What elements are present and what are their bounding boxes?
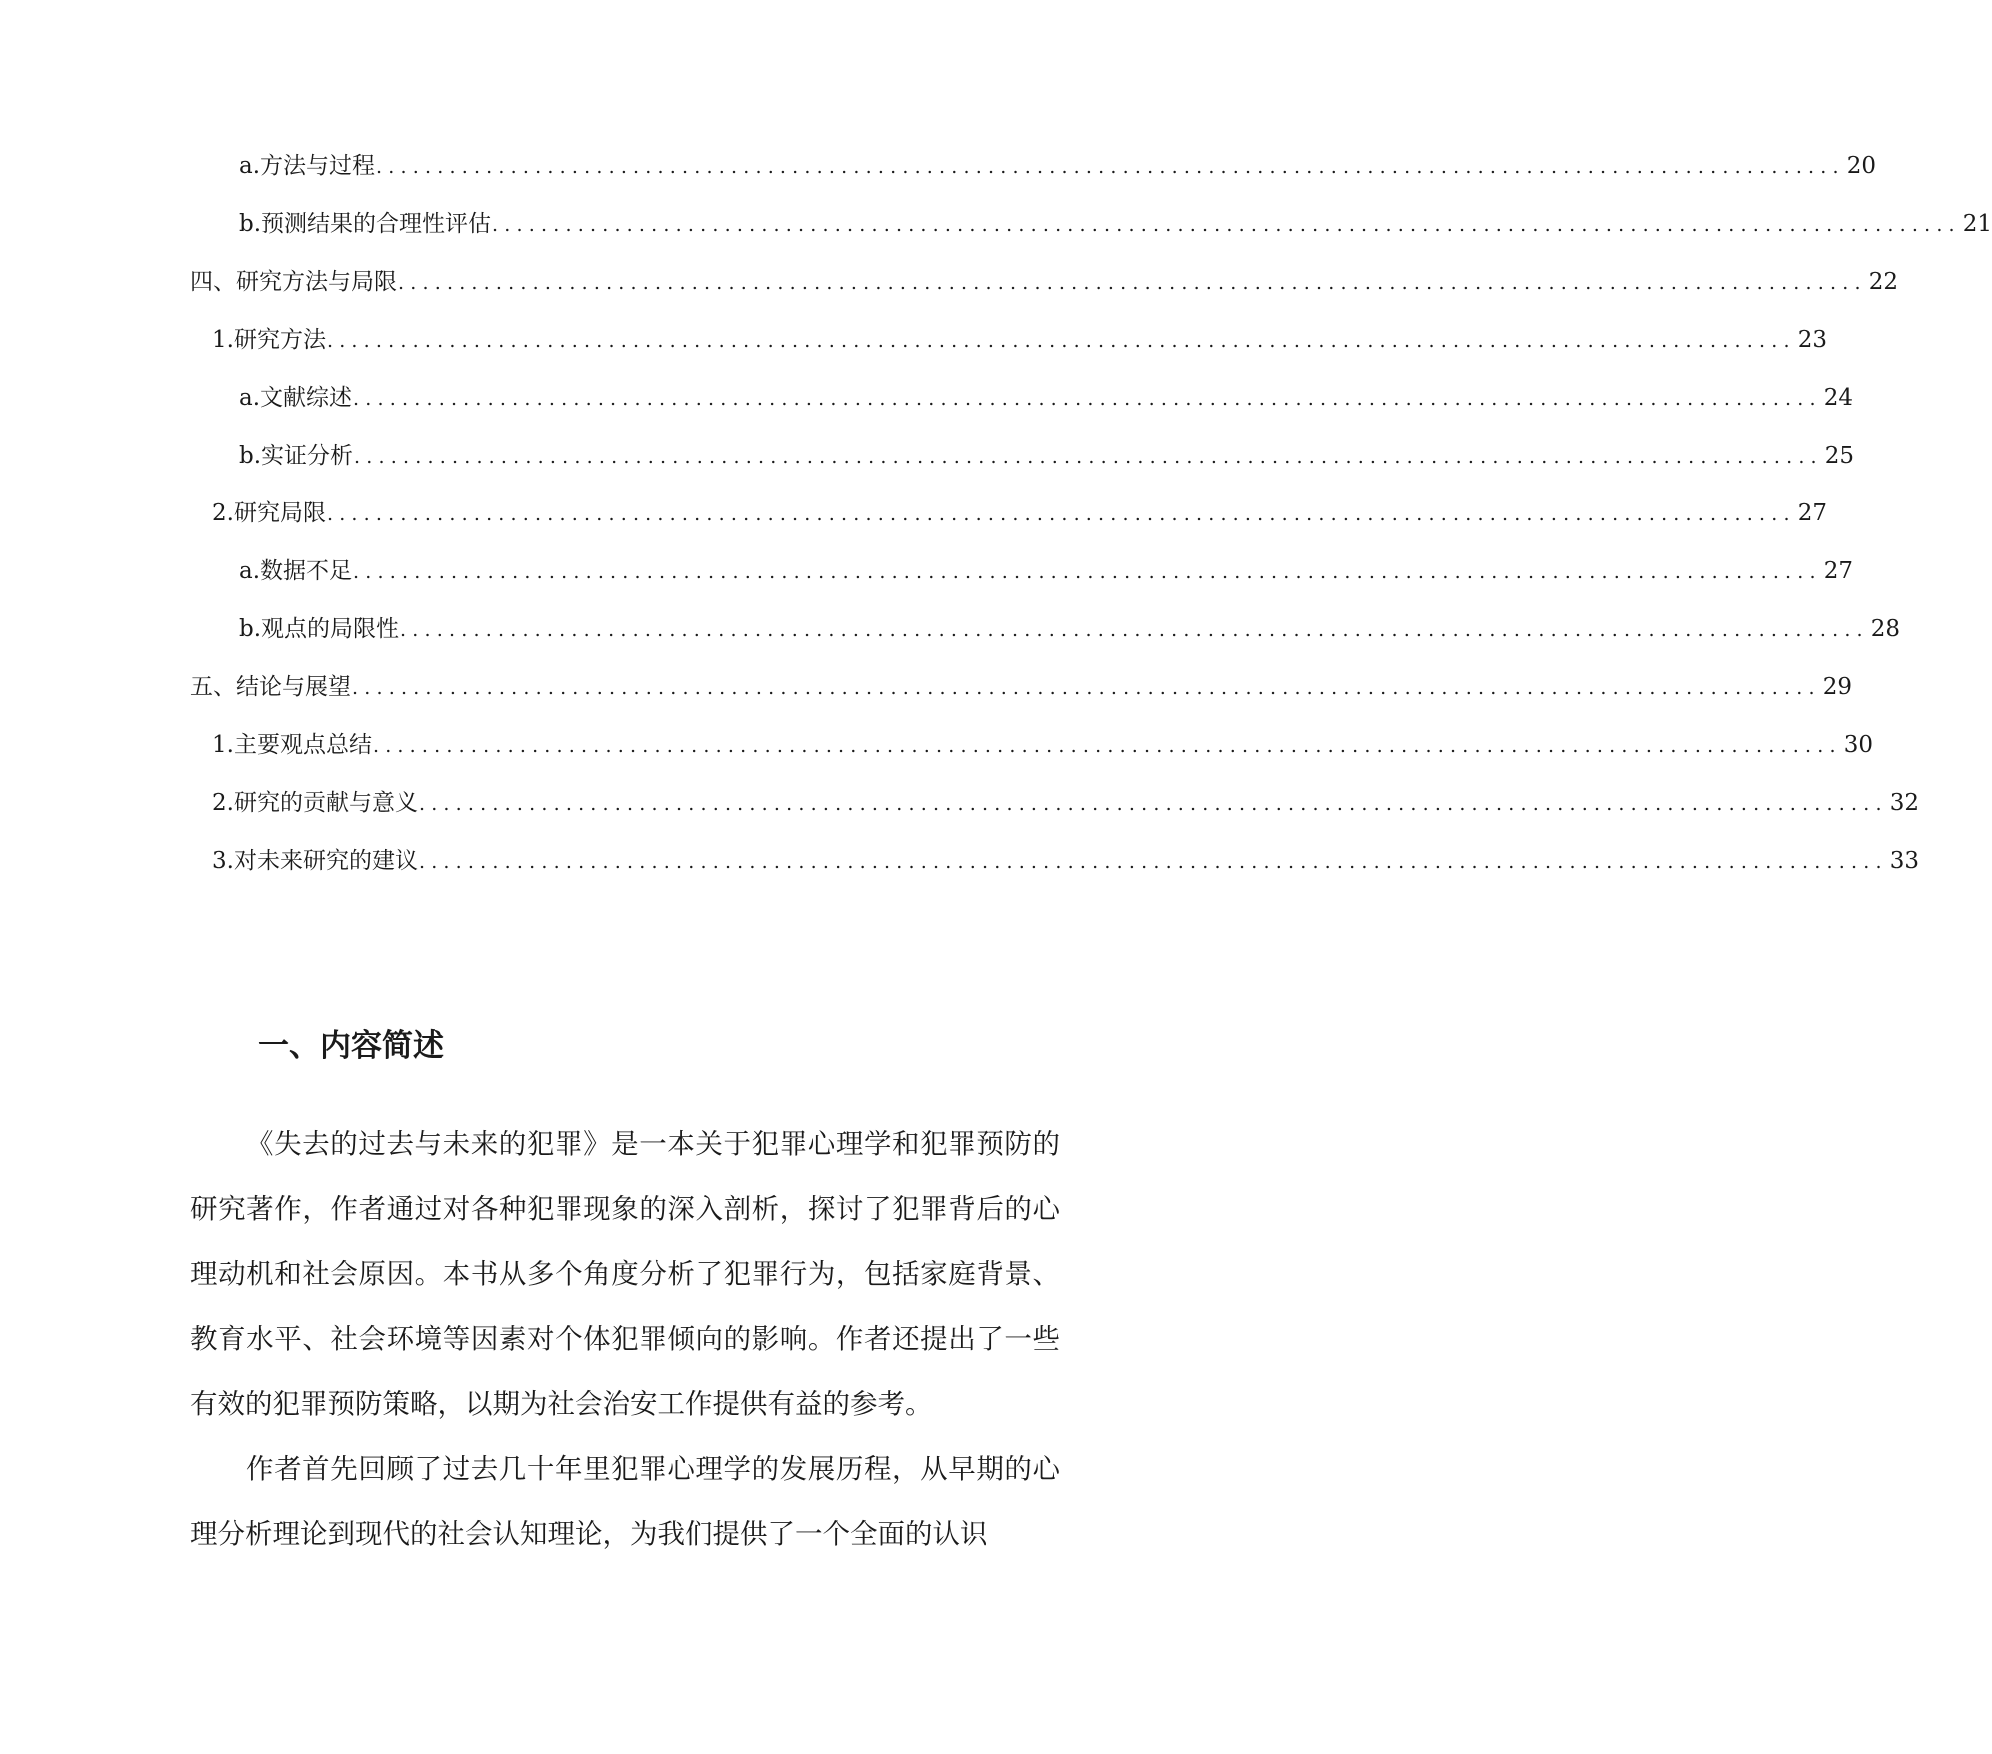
- toc-entry-number: a.: [239, 385, 261, 411]
- toc-entry-page: 30: [1843, 732, 1873, 758]
- toc-entry-number: b.: [239, 616, 262, 642]
- toc-entry-page: 32: [1889, 790, 1919, 816]
- toc-entry-page: 27: [1797, 500, 1827, 526]
- toc-entry-page: 25: [1824, 443, 1855, 469]
- toc-leader-dots: ........................................................................................................................: [492, 214, 1961, 236]
- toc-entry-title: 预测结果的合理性评估: [261, 211, 492, 237]
- body-paragraph: 作者首先回顾了过去几十年里犯罪心理学的发展历程，从早期的心理分析理论到现代的社会认知理论，为我们提供了一个全面的认识: [190, 1453, 1060, 1550]
- toc-entry-number: b.: [239, 443, 262, 469]
- toc-entry-title: 对未来研究的建议: [233, 848, 418, 874]
- toc-entry-number: b.: [239, 211, 262, 237]
- toc-entry[interactable]: [212, 323, 1827, 357]
- toc-entry-title: 四、研究方法与局限: [190, 269, 397, 295]
- toc-entry-page: 29: [1822, 674, 1853, 700]
- section-heading: 一、内容简述: [258, 1028, 444, 1064]
- toc-entry-page: 28: [1870, 616, 1901, 642]
- toc-entry[interactable]: [212, 786, 1919, 820]
- toc-entry[interactable]: [212, 496, 1827, 530]
- toc-entry[interactable]: [239, 149, 1877, 183]
- toc-entry-page: 27: [1823, 558, 1854, 584]
- toc-leader-dots: ........................................................................................................................: [398, 272, 1867, 294]
- toc-entry-title: 研究局限: [233, 500, 326, 526]
- toc-entry-title: 方法与过程: [260, 153, 376, 179]
- toc-entry-title: 数据不足: [260, 558, 353, 584]
- toc-entry-page: 20: [1846, 153, 1877, 179]
- toc-entry-title: 主要观点总结: [233, 732, 372, 758]
- toc-leader-dots: ........................................................................................................................: [326, 330, 1796, 352]
- toc-entry[interactable]: [212, 728, 1873, 762]
- toc-entry-number: 2.: [212, 790, 234, 816]
- toc-leader-dots: ........................................................................................................................: [326, 503, 1796, 525]
- toc-entry-number: 3.: [212, 848, 234, 874]
- toc-leader-dots: ........................................................................................................................: [354, 446, 1823, 468]
- body-paragraph: 《失去的过去与未来的犯罪》是一本关于犯罪心理学和犯罪预防的研究著作，作者通过对各种犯罪现象的深入剖析，探讨了犯罪背后的心理动机和社会原因。本书从多个角度分析了犯罪行为，包括家庭背景、教育水平、社会环境等因素对个体犯罪倾向的影响。作者还提出了一些有效的犯罪预防策略，以期为社会治安工作提供有益的参考。: [190, 1128, 1060, 1420]
- toc-entry[interactable]: [239, 439, 1855, 473]
- toc-entry-title: 观点的局限性: [261, 616, 400, 642]
- toc-entry-title: 文献综述: [260, 385, 353, 411]
- toc-entry-title: 实证分析: [261, 443, 354, 469]
- toc-entry[interactable]: [239, 554, 1854, 588]
- toc-leader-dots: ........................................................................................................................: [376, 156, 1845, 178]
- toc-entry-page: 23: [1797, 327, 1827, 353]
- toc-leader-dots: ........................................................................................................................: [353, 561, 1822, 583]
- toc-entry-number: a.: [239, 558, 261, 584]
- toc-entry[interactable]: [212, 844, 1919, 878]
- toc-entry-page: 24: [1823, 385, 1854, 411]
- toc-entry-number: 1.: [212, 732, 234, 758]
- toc-entry-page: 21: [1962, 211, 1992, 237]
- toc-leader-dots: ........................................................................................................................: [418, 793, 1888, 815]
- toc-entry-title: 五、结论与展望: [190, 674, 351, 700]
- toc-entry[interactable]: [239, 381, 1854, 415]
- toc-entry[interactable]: [190, 670, 1853, 704]
- toc-entry-page: 22: [1868, 269, 1899, 295]
- toc-entry-title: 研究方法: [233, 327, 326, 353]
- toc-entry-number: 1.: [212, 327, 234, 353]
- toc-entry[interactable]: [190, 265, 1899, 299]
- toc-leader-dots: ........................................................................................................................: [400, 619, 1869, 641]
- toc-entry[interactable]: [239, 612, 1901, 646]
- toc-leader-dots: ........................................................................................................................: [372, 735, 1842, 757]
- section-body: [190, 1112, 1060, 1567]
- toc-leader-dots: ........................................................................................................................: [352, 677, 1821, 699]
- toc-entry-number: 2.: [212, 500, 234, 526]
- toc-entry-title: 研究的贡献与意义: [233, 790, 418, 816]
- toc-leader-dots: ........................................................................................................................: [418, 851, 1888, 873]
- toc-entry-number: a.: [239, 153, 261, 179]
- toc-entry-page: 33: [1889, 848, 1919, 874]
- toc-entry[interactable]: [239, 207, 1992, 241]
- toc-leader-dots: ........................................................................................................................: [353, 388, 1822, 410]
